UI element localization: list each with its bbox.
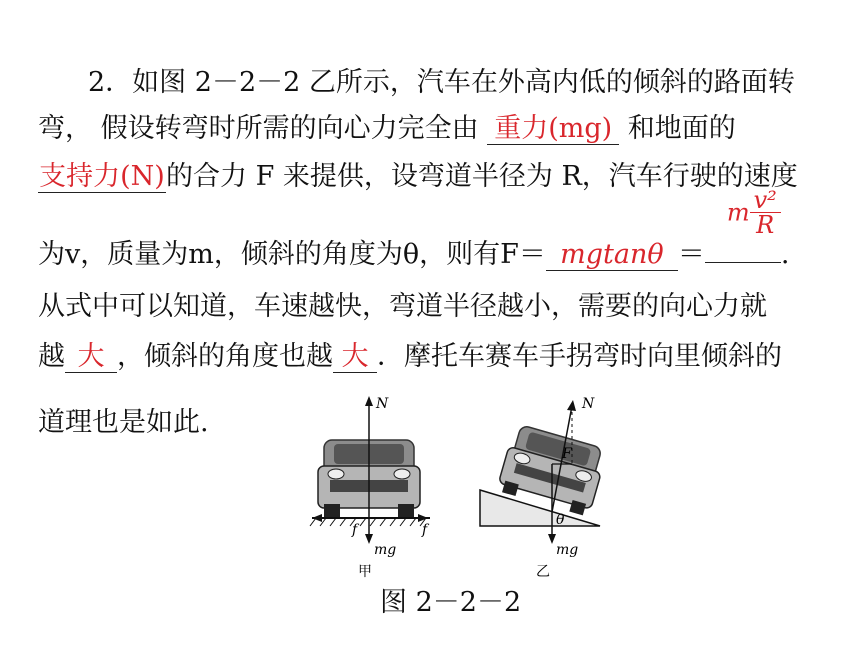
force-diagram xyxy=(300,394,620,586)
arrow-N-left xyxy=(365,396,373,406)
arrow-mg-right xyxy=(548,534,556,544)
arrow-N-right xyxy=(567,400,576,411)
answer-blank-4 xyxy=(705,186,781,263)
equals-sign: ＝ xyxy=(677,239,705,270)
problem-line-2 xyxy=(38,112,736,146)
answer-gravity: 重力(mg) xyxy=(494,113,613,144)
label-N-left: N xyxy=(376,396,389,412)
fraction xyxy=(750,188,781,237)
text-segment: 为v，质量为m，倾斜的角度为θ，则有F＝ xyxy=(38,239,546,270)
fraction-m: m xyxy=(726,198,750,227)
arrow-f-right xyxy=(418,514,428,522)
road-hatching xyxy=(310,518,426,526)
answer-normal-force: 支持力(N) xyxy=(39,161,165,192)
label-yi: 乙 xyxy=(536,564,550,580)
figure-caption: 图 2－2－2 xyxy=(380,587,522,618)
period: . xyxy=(780,239,790,270)
problem-line-5: 从式中可以知道，车速越快，弯道半径越小，需要的向心力就 xyxy=(38,291,767,322)
answer-blank-5 xyxy=(65,342,117,373)
label-theta: θ xyxy=(556,512,565,528)
answer-big-2: 大 xyxy=(341,341,369,372)
problem-line-3 xyxy=(38,160,798,194)
label-f-left2: f xyxy=(422,522,428,538)
label-N-right: N xyxy=(582,396,595,412)
text-segment: ，倾斜的角度也越 xyxy=(117,341,333,372)
answer-blank-6 xyxy=(333,342,377,373)
problem-line-1: 2．如图 2－2－2 乙所示，汽车在外高内低的倾斜的路面转 xyxy=(88,67,795,98)
problem-line-7: 道理也是如此. xyxy=(38,407,209,438)
answer-blank-1 xyxy=(487,114,619,145)
label-mg-right: mg xyxy=(556,542,579,558)
text-segment: 越 xyxy=(38,341,65,372)
label-f-left1: f xyxy=(352,522,358,538)
fraction-numerator: v² xyxy=(750,188,781,213)
answer-blank-2 xyxy=(38,162,166,193)
label-F: F xyxy=(562,446,572,462)
answer-big-1: 大 xyxy=(77,341,105,372)
arrow-mg-left xyxy=(365,534,373,544)
text-segment: 和地面的 xyxy=(627,113,736,144)
answer-mgtan: mgtanθ xyxy=(560,239,664,270)
fraction-denominator: R xyxy=(756,211,775,239)
answer-blank-3 xyxy=(546,240,678,271)
text-segment: ．摩托车赛车手拐弯时向里倾斜的 xyxy=(377,341,782,372)
label-mg-left: mg xyxy=(374,542,397,558)
problem-line-4 xyxy=(38,186,790,272)
text-segment: 弯， 假设转弯时所需的向心力完全由 xyxy=(38,113,479,144)
answer-fraction xyxy=(727,188,781,237)
text-segment: 的合力 F 来提供，设弯道半径为 R，汽车行驶的速度 xyxy=(166,161,798,192)
label-jia: 甲 xyxy=(358,564,372,580)
problem-line-6 xyxy=(38,340,782,374)
